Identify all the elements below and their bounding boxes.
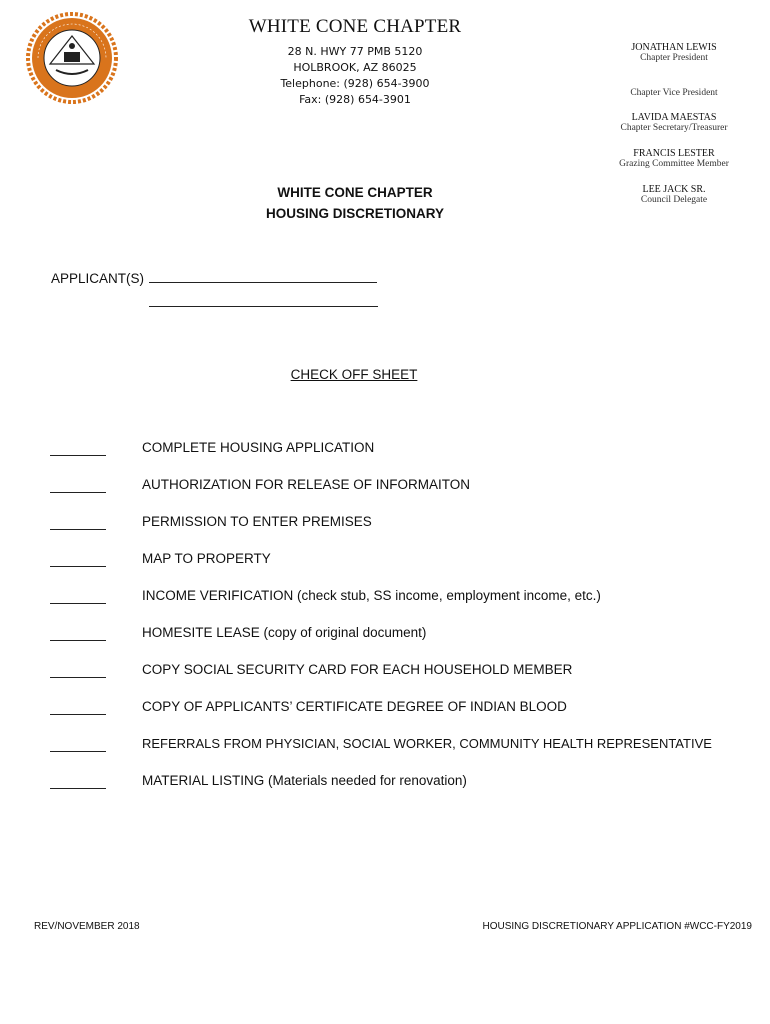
address-line-2: HOLBROOK, AZ 86025 bbox=[293, 61, 417, 74]
document-title-line-2: HOUSING DISCRETIONARY bbox=[265, 206, 444, 221]
checklist-item-label: AUTHORIZATION FOR RELEASE OF INFORMAITON bbox=[142, 477, 471, 492]
navajo-nation-seal-icon bbox=[26, 12, 118, 104]
checkbox-blank[interactable] bbox=[50, 625, 106, 641]
officer-role: Grazing Committee Member bbox=[619, 159, 729, 169]
officer-vice-president bbox=[604, 88, 744, 98]
checklist-item bbox=[50, 773, 760, 793]
applicant-label: APPLICANT(S) bbox=[51, 271, 145, 286]
officer-grazing bbox=[604, 148, 744, 169]
checklist-item bbox=[50, 736, 760, 756]
address-line-1: 28 N. HWY 77 PMB 5120 bbox=[287, 45, 423, 58]
checklist-item bbox=[50, 625, 760, 645]
checkbox-blank[interactable] bbox=[50, 773, 106, 789]
checklist-item-label: PERMISSION TO ENTER PREMISES bbox=[142, 514, 372, 529]
checklist-item bbox=[50, 699, 760, 719]
officer-name: FRANCIS LESTER bbox=[633, 148, 715, 159]
checkbox-blank[interactable] bbox=[50, 440, 106, 456]
officer-role: Chapter Secretary/Treasurer bbox=[620, 123, 728, 133]
chapter-name: WHITE CONE CHAPTER bbox=[248, 16, 462, 37]
telephone: Telephone: (928) 654-3900 bbox=[280, 77, 430, 90]
applicant-row bbox=[51, 268, 377, 286]
checklist-item-label: COPY SOCIAL SECURITY CARD FOR EACH HOUSEHOLD MEMBER bbox=[142, 662, 573, 677]
checkbox-blank[interactable] bbox=[50, 662, 106, 678]
checklist-item bbox=[50, 662, 760, 682]
checkoff-sheet-title: CHECK OFF SHEET bbox=[290, 367, 418, 382]
checkbox-blank[interactable] bbox=[50, 588, 106, 604]
checkbox-blank[interactable] bbox=[50, 514, 106, 530]
letterhead bbox=[230, 16, 480, 108]
checklist-item-label: HOMESITE LEASE (copy of original document) bbox=[142, 625, 427, 640]
checklist-item bbox=[50, 477, 760, 497]
officer-secretary-treasurer bbox=[604, 112, 744, 133]
fax: Fax: (928) 654-3901 bbox=[299, 93, 411, 106]
checkbox-blank[interactable] bbox=[50, 699, 106, 715]
officer-role: Chapter Vice President bbox=[630, 88, 718, 98]
checklist-item-label: REFERRALS FROM PHYSICIAN, SOCIAL WORKER, COMMUNITY HEALTH REPRESENTATIVE bbox=[142, 736, 712, 751]
checkbox-blank[interactable] bbox=[50, 736, 106, 752]
officer-role: Chapter President bbox=[640, 53, 708, 63]
applicant-name-field[interactable] bbox=[149, 268, 377, 283]
checklist-item bbox=[50, 588, 760, 608]
checklist-item-label: INCOME VERIFICATION (check stub, SS income, employment income, etc.) bbox=[142, 588, 601, 603]
checklist-item bbox=[50, 514, 760, 534]
officer-name: LEE JACK SR. bbox=[642, 184, 706, 195]
checkbox-blank[interactable] bbox=[50, 477, 106, 493]
checklist-item bbox=[50, 551, 760, 571]
officer-name: LAVIDA MAESTAS bbox=[631, 112, 717, 123]
form-number: HOUSING DISCRETIONARY APPLICATION #WCC-FY2019 bbox=[482, 921, 752, 932]
officer-name: JONATHAN LEWIS bbox=[631, 42, 717, 53]
officer-role: Council Delegate bbox=[640, 195, 708, 205]
checklist-item-label: COMPLETE HOUSING APPLICATION bbox=[142, 440, 375, 455]
officer-council-delegate bbox=[604, 184, 744, 205]
checkbox-blank[interactable] bbox=[50, 551, 106, 567]
checklist-item-label: MAP TO PROPERTY bbox=[142, 551, 271, 566]
document-title bbox=[230, 182, 480, 224]
revision-date: REV/NOVEMBER 2018 bbox=[34, 921, 140, 932]
checklist-item-label: MATERIAL LISTING (Materials needed for renovation) bbox=[142, 773, 467, 788]
officer-president bbox=[604, 42, 744, 63]
document-title-line-1: WHITE CONE CHAPTER bbox=[277, 185, 433, 200]
checklist-item-label: COPY OF APPLICANTS’ CERTIFICATE DEGREE OF INDIAN BLOOD bbox=[142, 699, 567, 714]
checklist-item bbox=[50, 440, 760, 460]
applicant-name-field-2[interactable] bbox=[149, 292, 378, 307]
